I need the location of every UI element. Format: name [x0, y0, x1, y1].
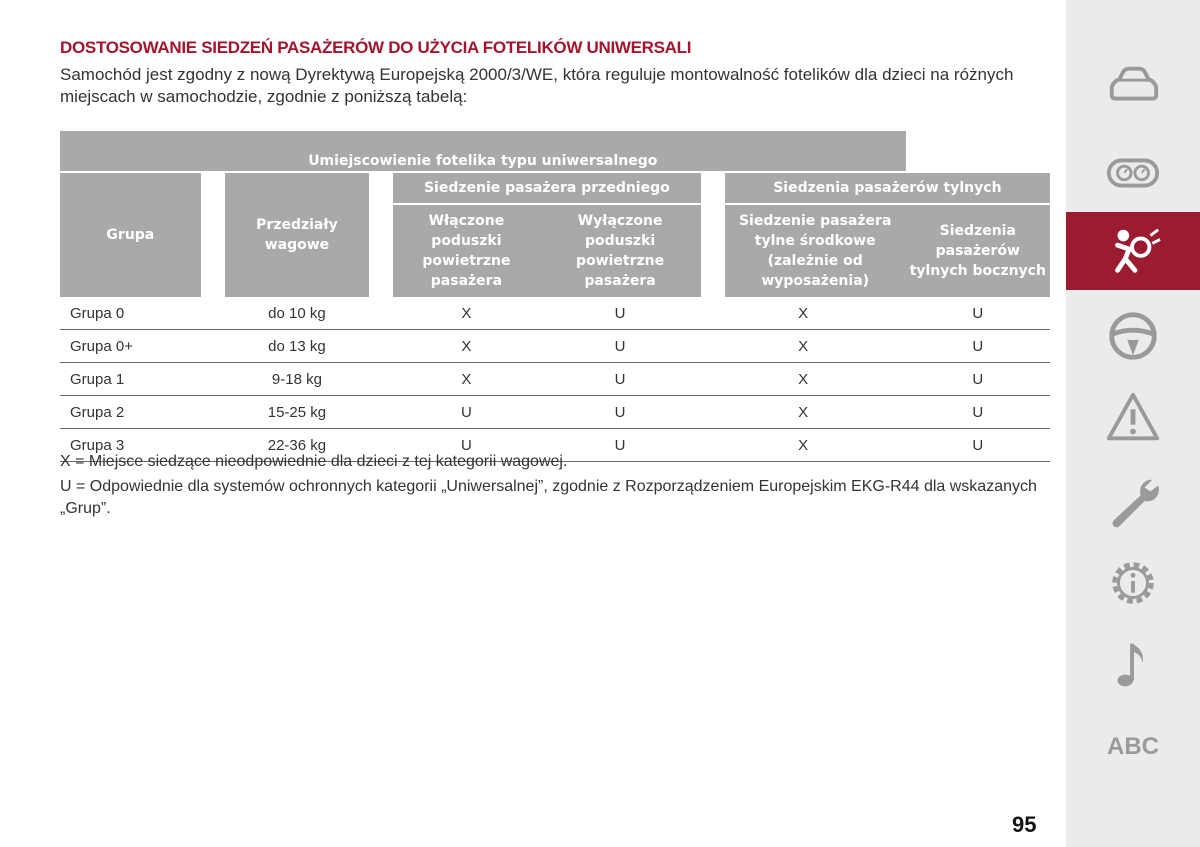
cell-rear-middle: X [701, 330, 906, 363]
table-top-header: Umiejscowienie fotelika typu uniwersalnego [60, 131, 906, 173]
cell-rear-middle: X [701, 297, 906, 330]
table-row [60, 330, 1050, 363]
sidebar-item-emergency[interactable] [1066, 378, 1200, 456]
note-u: U = Odpowiednie dla systemów ochronnych kategorii „Uniwersalnej”, zgodnie z Rozporządzeniem Europejskim EKG-R44 dla wskazanych „Grup”. [60, 478, 1037, 517]
music-note-icon [1104, 636, 1162, 694]
abc-index-label: ABC [1107, 733, 1159, 760]
cell-weight: 15-25 kg [201, 396, 393, 429]
cell-weight: 22-36 kg [201, 429, 393, 462]
cell-group: Grupa 0 [60, 297, 201, 330]
note-x: X = Miejsce siedzące nieodpowiednie dla dzieci z tej kategorii wagowej. [60, 453, 568, 470]
cell-airbag-on: U [393, 396, 539, 429]
cell-airbag-off: U [540, 363, 701, 396]
warning-icon [1104, 388, 1162, 446]
cell-rear-side: U [906, 297, 1050, 330]
table-notes [60, 451, 1050, 523]
sidebar-item-safety[interactable] [1066, 212, 1200, 290]
car-icon [1104, 58, 1162, 116]
sidebar-item-dashboard[interactable] [1066, 133, 1200, 211]
cell-group: Grupa 3 [60, 429, 201, 462]
sidebar-item-multimedia[interactable] [1066, 626, 1200, 704]
table-row [60, 297, 1050, 330]
table-row [60, 396, 1050, 429]
sub-header-airbag-off: Wyłączone poduszki powietrzne pasażera [540, 203, 701, 297]
cell-airbag-off: U [540, 297, 701, 330]
col-spacer [201, 173, 225, 297]
cell-rear-middle: X [701, 396, 906, 429]
cell-group: Grupa 1 [60, 363, 201, 396]
sub-header-rear-middle: Siedzenie pasażera tylne środkowe (zależnie od wyposażenia) [725, 203, 906, 297]
cell-rear-side: U [906, 429, 1050, 462]
cell-weight: do 10 kg [201, 297, 393, 330]
sub-header-rear-side: Siedzenia pasażerów tylnych bocznych [906, 203, 1050, 297]
sidebar-item-technical-data[interactable] [1066, 544, 1200, 622]
col-spacer [701, 173, 725, 297]
table-row [60, 363, 1050, 396]
cell-group: Grupa 2 [60, 396, 201, 429]
cell-airbag-on: X [393, 297, 539, 330]
steering-wheel-icon [1104, 307, 1162, 365]
cell-group: Grupa 0+ [60, 330, 201, 363]
sidebar-item-index[interactable] [1066, 708, 1200, 786]
cell-airbag-on: U [393, 429, 539, 462]
chapter-sidebar [1066, 0, 1200, 847]
cell-airbag-off: U [540, 396, 701, 429]
sub-header-airbag-on: Włączone poduszki powietrzne pasażera [393, 203, 539, 297]
section-heading: DOSTOSOWANIE SIEDZEŃ PASAŻERÓW DO UŻYCIA FOTELIKÓW UNIWERSALI [60, 38, 692, 57]
gear-info-icon [1104, 554, 1162, 612]
sidebar-item-maintenance[interactable] [1066, 462, 1200, 540]
child-seat-table [60, 131, 1050, 462]
dashboard-icon [1104, 143, 1162, 201]
cell-rear-side: U [906, 396, 1050, 429]
cell-airbag-on: X [393, 330, 539, 363]
wrench-icon [1104, 472, 1162, 530]
rear-seats-header: Siedzenia pasażerów tylnych [725, 173, 1050, 203]
cell-rear-side: U [906, 330, 1050, 363]
cell-rear-side: U [906, 363, 1050, 396]
cell-rear-middle: X [701, 363, 906, 396]
sidebar-item-car[interactable] [1066, 48, 1200, 126]
sidebar-item-driving[interactable] [1066, 297, 1200, 375]
page-number: 95 [1012, 812, 1037, 837]
col-spacer [369, 173, 393, 297]
front-seat-header: Siedzenie pasażera przedniego [393, 173, 700, 203]
cell-weight: do 13 kg [201, 330, 393, 363]
airbag-icon [1104, 222, 1162, 280]
intro-paragraph: Samochód jest zgodny z nową Dyrektywą Europejską 2000/3/WE, która reguluje montowalność fotelików dla dzieci na różnych miejscach w samochodzie, zgodnie z poniższą tabelą: [60, 65, 1014, 106]
col-header-group: Grupa [60, 173, 201, 297]
col-header-weight: Przedziały wagowe [225, 173, 369, 297]
cell-airbag-on: X [393, 363, 539, 396]
cell-rear-middle: X [701, 429, 906, 462]
cell-airbag-off: U [540, 330, 701, 363]
cell-weight: 9-18 kg [201, 363, 393, 396]
main-content [60, 38, 1050, 108]
cell-airbag-off: U [540, 429, 701, 462]
